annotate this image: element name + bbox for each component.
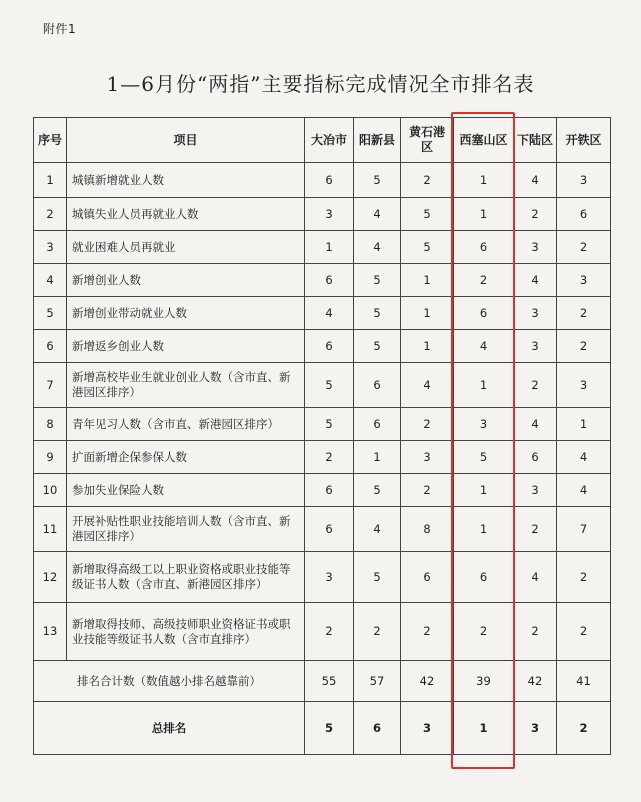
rank-cell: 6 <box>305 330 354 363</box>
rank-cell: 6 <box>305 264 354 297</box>
rank-cell: 6 <box>305 474 354 507</box>
total-cell: 6 <box>354 702 401 755</box>
rank-cell: 4 <box>354 507 401 552</box>
rank-cell: 6 <box>454 552 514 603</box>
table-row <box>34 441 611 474</box>
rank-cell: 4 <box>557 474 611 507</box>
rank-cell: 2 <box>454 264 514 297</box>
ranking-table <box>33 117 611 755</box>
rank-cell: 2 <box>401 603 454 661</box>
header-xialu: 下陆区 <box>514 118 557 163</box>
table-row <box>34 330 611 363</box>
sum-cell: 41 <box>557 661 611 702</box>
row-number: 9 <box>34 441 67 474</box>
rank-cell: 6 <box>401 552 454 603</box>
rank-cell: 2 <box>354 603 401 661</box>
total-cell: 2 <box>557 702 611 755</box>
rank-cell: 2 <box>514 603 557 661</box>
row-number: 7 <box>34 363 67 408</box>
rank-cell: 1 <box>305 231 354 264</box>
total-label: 总排名 <box>34 702 305 755</box>
row-number: 8 <box>34 408 67 441</box>
row-item: 城镇新增就业人数 <box>67 163 305 198</box>
row-item: 参加失业保险人数 <box>67 474 305 507</box>
rank-cell: 5 <box>401 198 454 231</box>
rank-cell: 4 <box>354 231 401 264</box>
row-item: 开展补贴性职业技能培训人数（含市直、新港园区排序） <box>67 507 305 552</box>
rank-cell: 1 <box>454 474 514 507</box>
header-huangshigang: 黄石港区 <box>401 118 454 163</box>
attachment-label: 附件1 <box>43 22 77 36</box>
rank-cell: 2 <box>557 231 611 264</box>
rank-cell: 1 <box>454 163 514 198</box>
rank-cell: 2 <box>557 297 611 330</box>
table-row <box>34 474 611 507</box>
rank-cell: 4 <box>354 198 401 231</box>
rank-cell: 5 <box>454 441 514 474</box>
row-number: 4 <box>34 264 67 297</box>
rank-cell: 8 <box>401 507 454 552</box>
rank-cell: 2 <box>305 441 354 474</box>
header-xisaishan: 西塞山区 <box>454 118 514 163</box>
rank-cell: 4 <box>557 441 611 474</box>
rank-cell: 5 <box>354 163 401 198</box>
rank-cell: 3 <box>557 264 611 297</box>
table-row <box>34 408 611 441</box>
row-number: 2 <box>34 198 67 231</box>
row-number: 10 <box>34 474 67 507</box>
rank-cell: 2 <box>514 363 557 408</box>
table-row <box>34 603 611 661</box>
rank-cell: 6 <box>514 441 557 474</box>
table-row <box>34 363 611 408</box>
rank-cell: 5 <box>305 408 354 441</box>
row-number: 12 <box>34 552 67 603</box>
rank-cell: 2 <box>454 603 514 661</box>
header-item: 项目 <box>67 118 305 163</box>
rank-cell: 6 <box>354 363 401 408</box>
row-number: 11 <box>34 507 67 552</box>
total-cell: 1 <box>454 702 514 755</box>
rank-cell: 1 <box>557 408 611 441</box>
header-kaitie: 开铁区 <box>557 118 611 163</box>
rank-cell: 2 <box>514 507 557 552</box>
sum-cell: 55 <box>305 661 354 702</box>
rank-cell: 3 <box>454 408 514 441</box>
rank-cell: 3 <box>514 474 557 507</box>
rank-cell: 3 <box>305 552 354 603</box>
rank-cell: 1 <box>354 441 401 474</box>
rank-cell: 4 <box>514 163 557 198</box>
header-yangxin: 阳新县 <box>354 118 401 163</box>
rank-cell: 1 <box>401 330 454 363</box>
rank-cell: 5 <box>354 330 401 363</box>
row-number: 1 <box>34 163 67 198</box>
sum-cell: 57 <box>354 661 401 702</box>
rank-cell: 4 <box>514 408 557 441</box>
row-item: 新增取得技师、高级技师职业资格证书或职业技能等级证书人数（含市直排序） <box>67 603 305 661</box>
row-item: 就业困难人员再就业 <box>67 231 305 264</box>
row-item: 新增创业人数 <box>67 264 305 297</box>
rank-cell: 3 <box>401 441 454 474</box>
rank-cell: 3 <box>514 297 557 330</box>
table-header-row <box>34 118 611 163</box>
rank-cell: 2 <box>401 163 454 198</box>
header-no: 序号 <box>34 118 67 163</box>
rank-cell: 3 <box>557 363 611 408</box>
row-number: 5 <box>34 297 67 330</box>
rank-cell: 1 <box>454 198 514 231</box>
row-item: 青年见习人数（含市直、新港园区排序） <box>67 408 305 441</box>
sum-cell: 42 <box>401 661 454 702</box>
row-number: 6 <box>34 330 67 363</box>
rank-cell: 5 <box>305 363 354 408</box>
rank-cell: 4 <box>514 264 557 297</box>
rank-cell: 3 <box>514 231 557 264</box>
rank-cell: 4 <box>514 552 557 603</box>
row-item: 新增取得高级工以上职业资格或职业技能等级证书人数（含市直、新港园区排序） <box>67 552 305 603</box>
rank-cell: 5 <box>354 297 401 330</box>
sum-cell: 42 <box>514 661 557 702</box>
rank-cell: 7 <box>557 507 611 552</box>
rank-cell: 1 <box>454 507 514 552</box>
rank-cell: 1 <box>454 363 514 408</box>
rank-cell: 6 <box>305 507 354 552</box>
total-cell: 3 <box>401 702 454 755</box>
rank-cell: 2 <box>514 198 557 231</box>
rank-cell: 2 <box>557 603 611 661</box>
rank-cell: 5 <box>354 552 401 603</box>
table-row <box>34 507 611 552</box>
sum-cell: 39 <box>454 661 514 702</box>
rank-cell: 2 <box>557 330 611 363</box>
rank-cell: 5 <box>401 231 454 264</box>
row-item: 新增高校毕业生就业创业人数（含市直、新港园区排序） <box>67 363 305 408</box>
rank-cell: 6 <box>557 198 611 231</box>
table-row <box>34 231 611 264</box>
row-item: 新增返乡创业人数 <box>67 330 305 363</box>
sum-label: 排名合计数（数值越小排名越靠前） <box>34 661 305 702</box>
rank-cell: 1 <box>401 297 454 330</box>
total-rank-row <box>34 702 611 755</box>
row-number: 3 <box>34 231 67 264</box>
rank-cell: 2 <box>557 552 611 603</box>
rank-cell: 6 <box>305 163 354 198</box>
table-row <box>34 198 611 231</box>
row-number: 13 <box>34 603 67 661</box>
rank-cell: 3 <box>305 198 354 231</box>
table-row <box>34 163 611 198</box>
rank-cell: 6 <box>454 297 514 330</box>
rank-cell: 2 <box>401 408 454 441</box>
rank-cell: 6 <box>454 231 514 264</box>
rank-cell: 1 <box>401 264 454 297</box>
total-cell: 5 <box>305 702 354 755</box>
rank-cell: 6 <box>354 408 401 441</box>
row-item: 扩面新增企保参保人数 <box>67 441 305 474</box>
rank-cell: 3 <box>557 163 611 198</box>
rank-cell: 2 <box>401 474 454 507</box>
table-row <box>34 264 611 297</box>
table-row <box>34 552 611 603</box>
rank-cell: 4 <box>401 363 454 408</box>
sum-row <box>34 661 611 702</box>
rank-cell: 4 <box>454 330 514 363</box>
rank-cell: 3 <box>514 330 557 363</box>
header-daye: 大冶市 <box>305 118 354 163</box>
rank-cell: 5 <box>354 474 401 507</box>
row-item: 新增创业带动就业人数 <box>67 297 305 330</box>
rank-cell: 4 <box>305 297 354 330</box>
table-row <box>34 297 611 330</box>
document-title: 1—6月份“两指”主要指标完成情况全市排名表 <box>106 72 535 96</box>
row-item: 城镇失业人员再就业人数 <box>67 198 305 231</box>
rank-cell: 2 <box>305 603 354 661</box>
total-cell: 3 <box>514 702 557 755</box>
rank-cell: 5 <box>354 264 401 297</box>
